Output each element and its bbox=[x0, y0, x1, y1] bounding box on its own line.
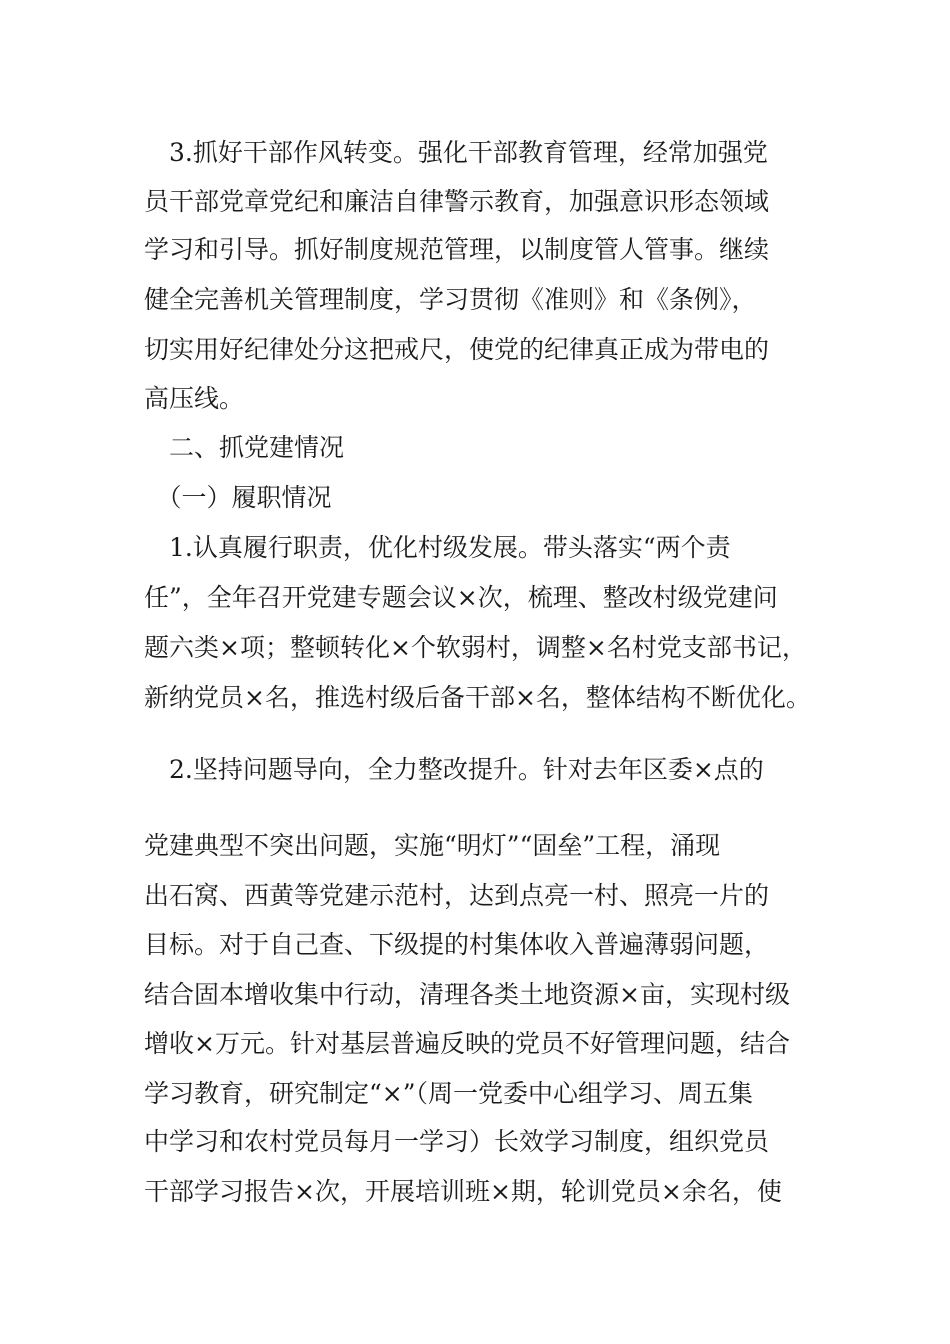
text-line: 党建典型不突出问题，实施“明灯”“固垒”工程，涌现 bbox=[144, 831, 721, 860]
text-line: 2.坚持问题导向，全力整改提升。针对去年区委×点的 bbox=[144, 755, 764, 784]
text-line: 出石窝、西黄等党建示范村，达到点亮一村、照亮一片的 bbox=[144, 881, 770, 910]
text-line: 员干部党章党纪和廉洁自律警示教育，加强意识形态领域 bbox=[144, 187, 770, 216]
text-line: 干部学习报告×次，开展培训班×期，轮训党员×余名，使 bbox=[144, 1177, 782, 1206]
text-line: 任”，全年召开党建专题会议×次，梳理、整改村级党建问 bbox=[144, 583, 778, 612]
text-line: 增收×万元。针对基层普遍反映的党员不好管理问题，结合 bbox=[144, 1029, 790, 1058]
text-line: 学习和引导。抓好制度规范管理，以制度管人管事。继续 bbox=[144, 235, 770, 264]
text-line: 新纳党员×名，推选村级后备干部×名，整体结构不断优化。 bbox=[144, 683, 811, 712]
text-line: 目标。对于自己查、下级提的村集体收入普遍薄弱问题， bbox=[144, 930, 770, 959]
text-line: 结合固本增收集中行动，清理各类土地资源×亩，实现村级 bbox=[144, 980, 790, 1009]
subsection-heading: （一）履职情况 bbox=[144, 483, 332, 512]
text-line: 中学习和农村党员每月一学习）长效学习制度，组织党员 bbox=[144, 1127, 770, 1156]
section-heading: 二、抓党建情况 bbox=[144, 433, 345, 462]
text-line: 3.抓好干部作风转变。强化干部教育管理，经常加强党 bbox=[144, 138, 768, 167]
text-line: 高压线。 bbox=[144, 384, 245, 413]
text-line: 健全完善机关管理制度，学习贯彻《准则》和《条例》， bbox=[144, 285, 757, 314]
text-line: 学习教育，研究制定“×”（周一党委中心组学习、周五集 bbox=[144, 1079, 754, 1108]
text-line: 切实用好纪律处分这把戒尺，使党的纪律真正成为带电的 bbox=[144, 335, 770, 364]
text-line: 1.认真履行职责，优化村级发展。带头落实“两个责 bbox=[144, 533, 731, 562]
text-line: 题六类×项；整顿转化×个软弱村，调整×名村党支部书记， bbox=[144, 633, 807, 662]
